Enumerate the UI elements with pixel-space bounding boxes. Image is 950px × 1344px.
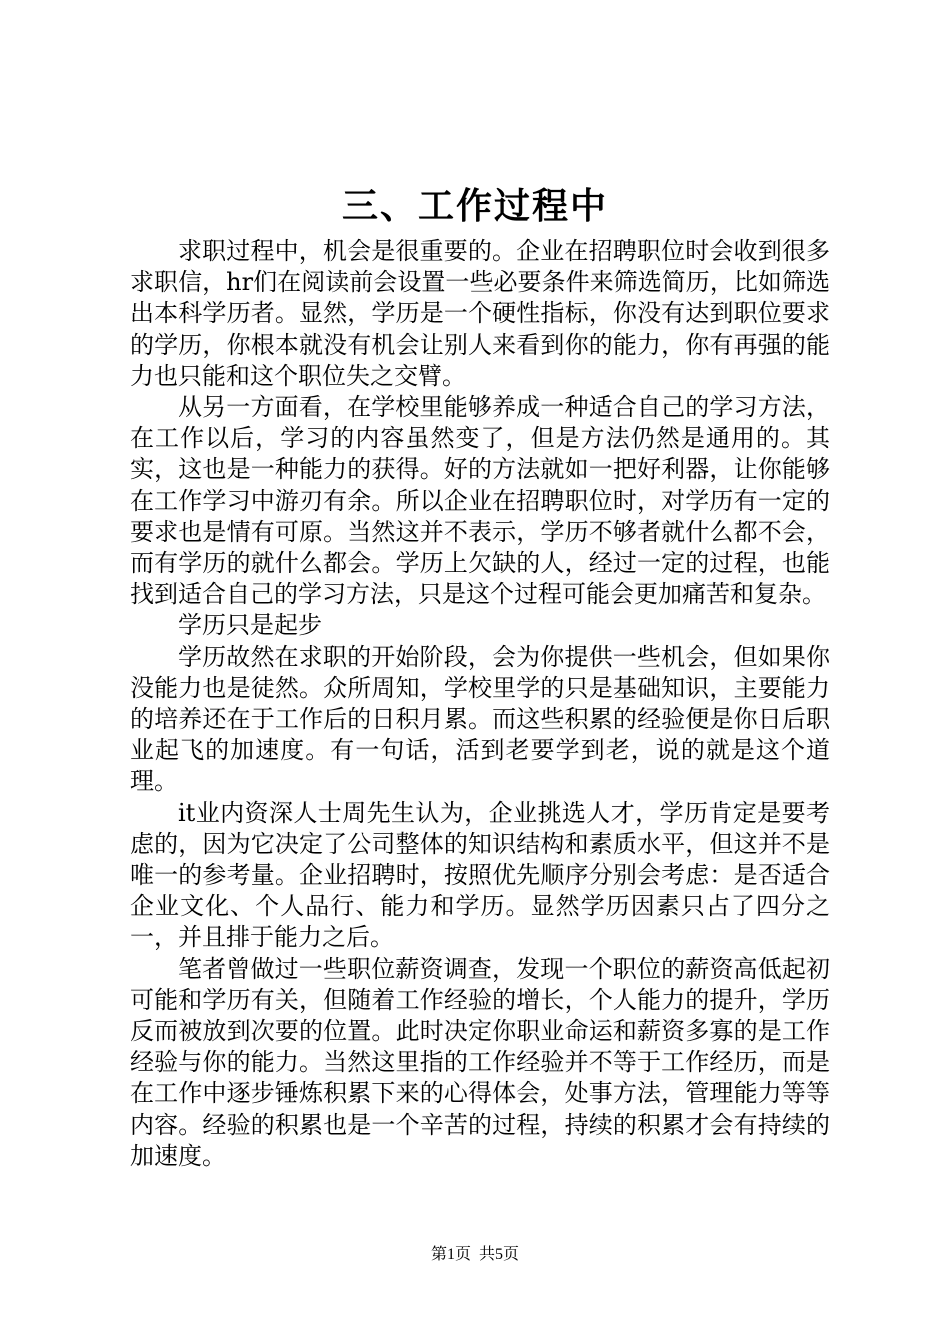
paragraph-1: 求职过程中，机会是很重要的。企业在招聘职位时会收到很多求职信，hr们在阅读前会设置一些必要条件来筛选简历，比如筛选出本科学历者。显然，学历是一个硬性指标，你没有达到职位要求的学历，你根本就没有机会让别人来看到你的能力，你有再强的能力也只能和这个职位失之交臂。: [130, 237, 830, 390]
page-number: 第1页: [430, 1246, 471, 1263]
paragraph-2: 从另一方面看，在学校里能够养成一种适合自己的学习方法，在工作以后，学习的内容虽然变了，但是方法仍然是通用的。其实，这也是一种能力的获得。好的方法就如一把好利器，让你能够在工作学习中游刃有余。所以企业在招聘职位时，对学历有一定的要求也是情有可原。当然这并不表示，学历不够者就什么都不会，而有学历的就什么都会。学历上欠缺的人，经过一定的过程，也能找到适合自己的学习方法，只是这个过程可能会更加痛苦和复杂。: [130, 393, 830, 609]
paragraph-4: it业内资深人士周先生认为，企业挑选人才，学历肯定是要考虑的，因为它决定了公司整体的知识结构和素质水平，但这并不是唯一的参考量。企业招聘时，按照优先顺序分别会考虑：是否适合企业文化、个人品行、能力和学历。显然学历因素只占了四分之一，并且排于能力之后。: [130, 798, 830, 952]
page-title: 三、工作过程中: [341, 185, 608, 227]
section-subheading: 学历只是起步: [178, 611, 322, 640]
page-footer: [0, 1244, 950, 1266]
document-body: [130, 236, 830, 1172]
page-total: 共5页: [479, 1246, 520, 1263]
paragraph-3: 学历故然在求职的开始阶段，会为你提供一些机会，但如果你没能力也是徒然。众所周知，学校里学的只是基础知识，主要能力的培养还在于工作后的日积月累。而这些积累的经验便是你日后职业起飞的加速度。有一句话，活到老要学到老，说的就是这个道理。: [130, 642, 830, 796]
paragraph-5: 笔者曾做过一些职位薪资调查，发现一个职位的薪资高低起初可能和学历有关，但随着工作经验的增长，个人能力的提升，学历反而被放到次要的位置。此时决定你职业命运和薪资多寡的是工作经验与你的能力。当然这里指的工作经验并不等于工作经历，而是在工作中逐步锤炼积累下来的心得体会，处事方法，管理能力等等内容。经验的积累也是一个辛苦的过程，持续的积累才会有持续的加速度。: [130, 954, 830, 1170]
